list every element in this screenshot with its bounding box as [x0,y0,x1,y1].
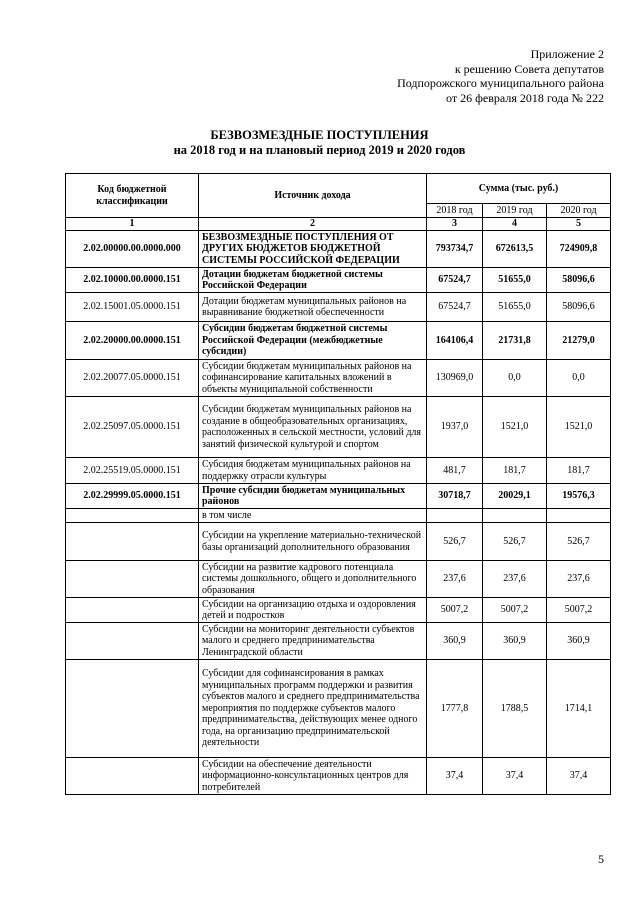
amount-2020-cell: 19576,3 [547,484,611,509]
amount-2019-cell: 37,4 [483,758,547,795]
budget-code-cell: 2.02.10000.00.0000.151 [66,268,199,293]
table-row [66,293,611,322]
table-row [66,268,611,293]
amount-2018-cell: 360,9 [427,623,483,660]
budget-code-cell [66,623,199,660]
amount-2020-cell: 526,7 [547,523,611,561]
budget-code-cell: 2.02.00000.00.0000.000 [66,231,199,268]
budget-code-cell [66,598,199,623]
source-cell: Субсидии на развитие кадрового потенциала системы дошкольного, общего и дополнительного образования [199,561,427,598]
amount-2019-cell: 51655,0 [483,268,547,293]
amount-2018-cell: 1777,8 [427,660,483,758]
amount-2018-cell: 30718,7 [427,484,483,509]
amount-2019-cell: 360,9 [483,623,547,660]
appendix-line: от 26 февраля 2018 года № 222 [446,90,604,105]
amount-2019-cell: 21731,8 [483,322,547,360]
amount-2020-cell: 724909,8 [547,231,611,268]
header-year: 2018 год [427,204,483,218]
table-row [66,758,611,795]
source-cell: БЕЗВОЗМЕЗДНЫЕ ПОСТУПЛЕНИЯ ОТ ДРУГИХ БЮДЖЕТОВ БЮДЖЕТНОЙ СИСТЕМЫ РОССИЙСКОЙ ФЕДЕРАЦИИ [199,231,427,268]
source-cell: Субсидии на мониторинг деятельности субъектов малого и среднего предпринимательства Ленинградской области [199,623,427,660]
budget-code-cell: 2.02.20000.00.0000.151 [66,322,199,360]
amount-2020-cell: 1521,0 [547,397,611,458]
amount-2020-cell: 237,6 [547,561,611,598]
table-row [66,509,611,523]
amount-2018-cell: 37,4 [427,758,483,795]
column-index: 4 [483,218,547,231]
budget-code-cell [66,758,199,795]
column-index: 5 [547,218,611,231]
table-row [66,458,611,484]
appendix-line: Приложение 2 [530,47,604,61]
amount-2018-cell: 67524,7 [427,293,483,322]
source-cell: Субсидии бюджетам муниципальных районов на создание в общеобразовательных организациях, расположенных в сельской местности, условий для занятий физической культурой и спортом [199,397,427,458]
amount-2019-cell: 0,0 [483,360,547,397]
amount-2020-cell: 181,7 [547,458,611,484]
table-row [66,322,611,360]
amount-2019-cell [483,509,547,523]
budget-code-cell [66,509,199,523]
source-cell: Дотации бюджетам муниципальных районов на выравнивание бюджетной обеспеченности [199,293,427,322]
source-cell: Субсидии на организацию отдыха и оздоровления детей и подростков [199,598,427,623]
source-cell: Субсидии для софинансирования в рамках муниципальных программ поддержки и развития субъектов малого и среднего предпринимательства мероприятия по поддержке субъектов малого предпринимательства, действующих менее одного года, на организацию предпринимательской деятельности [199,660,427,758]
table-row [66,561,611,598]
amount-2020-cell: 1714,1 [547,660,611,758]
column-index: 3 [427,218,483,231]
amount-2019-cell: 672613,5 [483,231,547,268]
amount-2018-cell: 67524,7 [427,268,483,293]
amount-2020-cell: 37,4 [547,758,611,795]
header-code: Код бюджетной классификации [66,174,199,218]
table-row [66,623,611,660]
amount-2020-cell: 360,9 [547,623,611,660]
amount-2019-cell: 1788,5 [483,660,547,758]
amount-2018-cell: 237,6 [427,561,483,598]
budget-code-cell [66,561,199,598]
title-subtitle: на 2018 год и на плановый период 2019 и 2020 годов [173,142,466,157]
appendix-line: к решению Совета депутатов [454,61,604,76]
amount-2019-cell: 181,7 [483,458,547,484]
amount-2020-cell: 58096,6 [547,293,611,322]
amount-2019-cell: 20029,1 [483,484,547,509]
table-row [66,397,611,458]
amount-2019-cell: 1521,0 [483,397,547,458]
source-cell: Субсидия бюджетам муниципальных районов на поддержку отрасли культуры [199,458,427,484]
source-cell: в том числе [199,509,427,523]
table-row [66,360,611,397]
title-line: БЕЗВОЗМЕЗДНЫЕ ПОСТУПЛЕНИЯ [210,128,429,142]
budget-code-cell: 2.02.25097.05.0000.151 [66,397,199,458]
amount-2019-cell: 237,6 [483,561,547,598]
amount-2020-cell: 21279,0 [547,322,611,360]
appendix-line: Подпорожского муниципального района [397,76,604,90]
amount-2020-cell [547,509,611,523]
header-year: 2019 год [483,204,547,218]
budget-code-cell: 2.02.15001.05.0000.151 [66,293,199,322]
budget-code-cell: 2.02.29999.05.0000.151 [66,484,199,509]
table-row [66,484,611,509]
document-title [0,128,639,157]
amount-2020-cell: 0,0 [547,360,611,397]
budget-code-cell [66,523,199,561]
amount-2018-cell: 164106,4 [427,322,483,360]
amount-2018-cell: 526,7 [427,523,483,561]
amount-2018-cell: 1937,0 [427,397,483,458]
table-row [66,660,611,758]
amount-2018-cell: 481,7 [427,458,483,484]
column-index: 1 [66,218,199,231]
amount-2020-cell: 58096,6 [547,268,611,293]
source-cell: Дотации бюджетам бюджетной системы Российской Федерации [199,268,427,293]
budget-code-cell: 2.02.20077.05.0000.151 [66,360,199,397]
table-row [66,523,611,561]
amount-2020-cell: 5007,2 [547,598,611,623]
source-cell: Прочие субсидии бюджетам муниципальных районов [199,484,427,509]
amount-2019-cell: 526,7 [483,523,547,561]
source-cell: Субсидии на укрепление материально-технической базы организаций дополнительного образования [199,523,427,561]
amount-2018-cell: 5007,2 [427,598,483,623]
amount-2019-cell: 51655,0 [483,293,547,322]
table-row [66,598,611,623]
revenue-table [65,173,611,795]
table-row [66,231,611,268]
header-source: Источник дохода [199,174,427,218]
amount-2018-cell: 793734,7 [427,231,483,268]
amount-2019-cell: 5007,2 [483,598,547,623]
appendix-block [284,47,604,105]
budget-code-cell: 2.02.25519.05.0000.151 [66,458,199,484]
page-number: 5 [598,852,604,866]
column-index: 2 [199,218,427,231]
header-year: 2020 год [547,204,611,218]
amount-2018-cell: 130969,0 [427,360,483,397]
amount-2018-cell [427,509,483,523]
header-sum: Сумма (тыс. руб.) [427,174,611,204]
source-cell: Субсидии бюджетам бюджетной системы Российской Федерации (межбюджетные субсидии) [199,322,427,360]
source-cell: Субсидии на обеспечение деятельности информационно-консультационных центров для потребителей [199,758,427,795]
budget-code-cell [66,660,199,758]
source-cell: Субсидии бюджетам муниципальных районов на софинансирование капитальных вложений в объекты муниципальной собственности [199,360,427,397]
